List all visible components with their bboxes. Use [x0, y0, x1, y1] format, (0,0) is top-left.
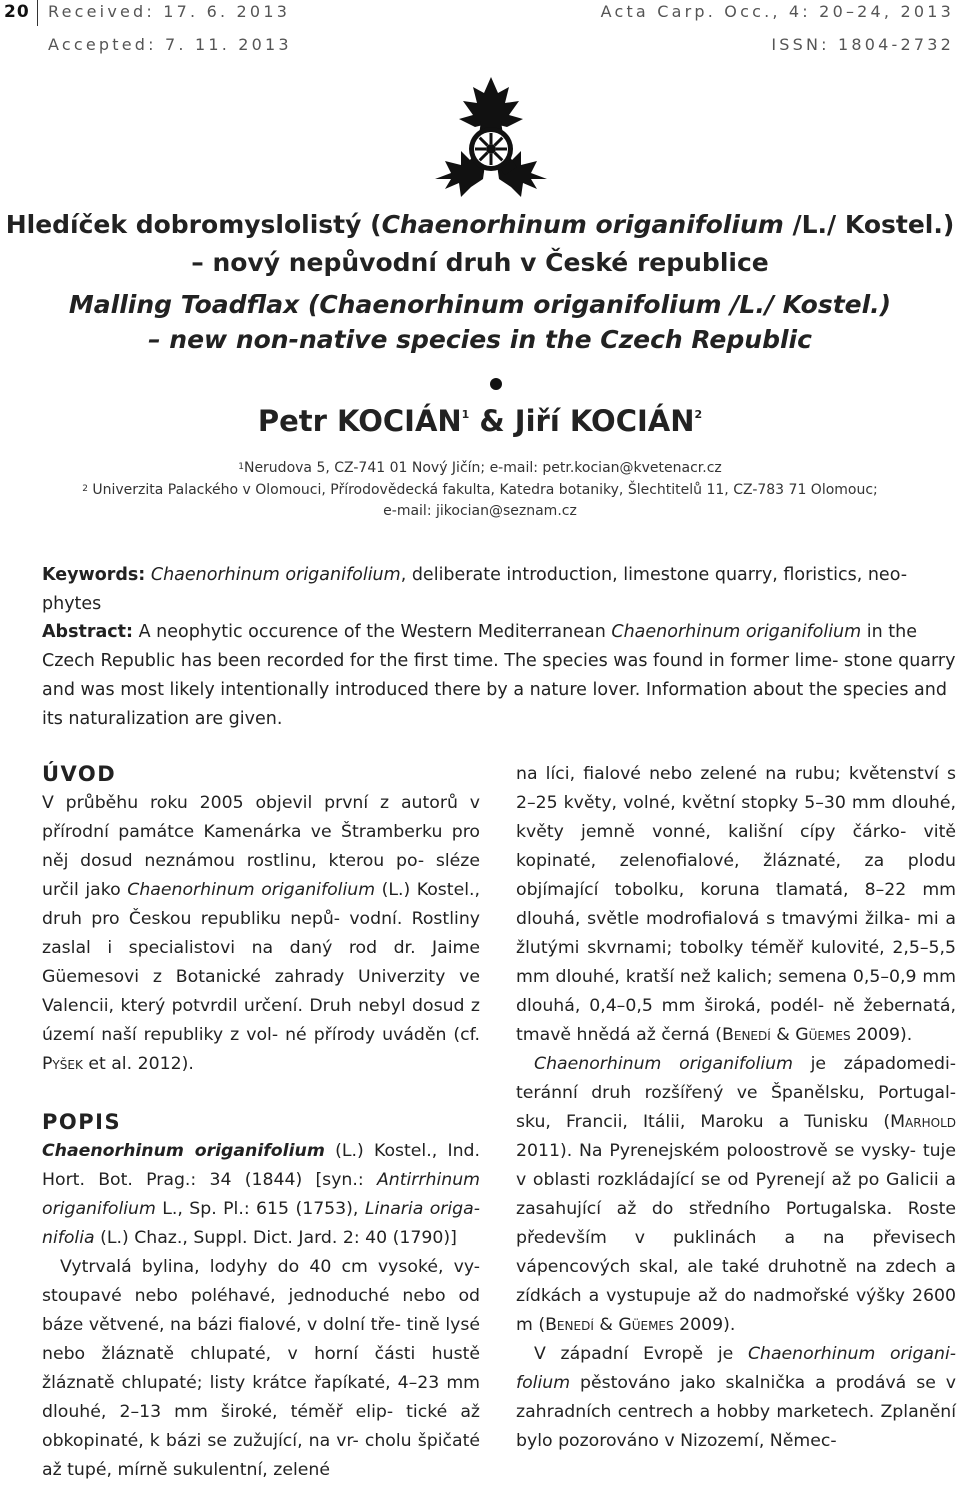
- header-divider: [37, 0, 38, 26]
- popis-synonym-1: Antirrhinum origanifolium: [42, 1170, 480, 1219]
- right-species-3: Chaenorhinum origani- folium: [516, 1344, 957, 1393]
- keywords-text: , deliberate introduction, limestone quarry, floristics, neo- phytes: [42, 565, 908, 614]
- popis-text-3: (L.) Chaz., Suppl. Dict. Jard. 2: 40 (1790)]: [94, 1228, 457, 1248]
- uvod-text-2: (L.) Kostel., druh pro Českou republiku nepů- vodní. Rostliny zaslal i specialistovi na daný rod dr. Jaime Güemesovi z Botanické zahrady Univerzity ve Valencii, který potvrdil určení. Druh nebyl dosud z území naší republiky z vol- né přírody uváděn (cf.: [42, 880, 480, 1045]
- affiliation-2-email: e-mail: jikocian@seznam.cz: [383, 503, 577, 519]
- right-text-2-end: 2009).: [673, 1315, 736, 1335]
- right-text-1: na líci, fialové nebo zelené na rubu; květenství s 2–25 květy, volné, květní stopky 5–30 mm dlouhé, květy jemně vonné, kališní cípy čárko- vitě kopinaté, zelenofialové, žláznaté, za plodu objímající tobolku, koruna tlamatá, 8–22 mm dlouhá, světle modrofialová s tmavými žilka- mi a žlutými skvrnami; tobolky téměř kulovité, 2,5–5,5 mm dlouhé, kratší než kalich; semena 0,5–0,9 mm dlouhá, 0,4–0,5 mm široká, podél- ně žebernatá, tmavě hnědá až černá (: [516, 764, 956, 1045]
- right-text-1-end: 2009).: [850, 1025, 913, 1045]
- uvod-species: Chaenorhinum origanifolium: [127, 880, 376, 900]
- right-paragraph-2: [516, 1050, 956, 1340]
- right-text-3b: pěstováno jako skalnička a prodává se v zahradních centrech a hobby marketech. Zplanění bylo pozorováno v Nizozemí, Němec-: [516, 1373, 956, 1451]
- affiliation-2-marker: 2: [82, 484, 88, 494]
- running-header-top: [0, 2, 960, 24]
- popis-description: Vytrvalá bylina, lodyhy do 40 cm vysoké, vy- stoupavé nebo poléhavé, jednoduché nebo od báze větvené, na bázi fialové, v dolní tře- tině lysé nebo žláznatě chlupaté, v horní části hustě žláznatě chlupaté; listy krátce řapíkaté, 4–23 mm dlouhé, 2–13 mm široké, téměř elip- tické až obkopinaté, k bázi se zužující, na vr- cholu špičaté až tupé, mírně sukulentní, zelené: [42, 1257, 480, 1480]
- title-cz-text-a: Hledíček dobromyslolistý (: [5, 210, 382, 239]
- popis-text-1: (L.) Kostel., Ind. Hort. Bot. Prag.: 34 (1844) [syn.:: [42, 1141, 481, 1190]
- abstract-label: Abstract:: [42, 622, 134, 642]
- uvod-paragraph: [42, 789, 480, 1079]
- right-text-3a: V západní Evropě je: [534, 1344, 748, 1364]
- right-citation-1: Benedí & Güemes: [722, 1025, 851, 1045]
- abstract: [42, 618, 956, 734]
- thistle-logo-icon: [431, 75, 551, 200]
- keywords-species: Chaenorhinum origanifolium: [150, 565, 401, 585]
- title-cz-text-b: /L./ Kostel.): [783, 210, 955, 239]
- right-citation-2: Marhold: [890, 1112, 956, 1132]
- popis-nomenclature: [42, 1137, 480, 1253]
- section-heading-popis: POPIS: [42, 1110, 122, 1134]
- uvod-text-3: et al. 2012).: [82, 1054, 194, 1074]
- keywords-label: Keywords:: [42, 565, 146, 585]
- running-header-bottom: [0, 35, 960, 57]
- author-2: Jiří KOCIÁN: [514, 404, 695, 438]
- uvod-citation: Pyšek: [42, 1054, 83, 1074]
- received-date: Received: 17. 6. 2013: [48, 2, 291, 21]
- right-paragraph-1: [516, 760, 956, 1050]
- left-column: [42, 760, 480, 1485]
- keywords: [42, 561, 956, 619]
- title-english-line2: – new non-native species in the Czech Republic: [148, 325, 812, 354]
- author-1-superscript: 1: [461, 408, 470, 421]
- page-number: 20: [4, 2, 30, 22]
- abstract-species: Chaenorhinum origanifolium: [611, 622, 862, 642]
- author-2-superscript: 2: [694, 408, 703, 421]
- authors: [0, 404, 960, 438]
- title-cz-species: Chaenorhinum origanifolium: [381, 210, 784, 239]
- bullet-separator: [490, 378, 502, 390]
- journal-citation: Acta Carp. Occ., 4: 20–24, 2013: [600, 2, 954, 21]
- section-heading-uvod: ÚVOD: [42, 762, 117, 786]
- section-gap: [42, 1079, 480, 1108]
- author-joiner: &: [469, 404, 515, 438]
- popis-synonym-2: Linaria origa- nifolia: [42, 1199, 480, 1248]
- right-paragraph-3: [516, 1340, 956, 1456]
- right-text-2: je západomedi- teránní druh rozšířený ve Španělsku, Portugal- sku, Francii, Itálii, Maroku a Tunisku (: [516, 1054, 957, 1132]
- affiliation-2: [0, 482, 960, 498]
- right-citation-3: Benedí & Güemes: [545, 1315, 674, 1335]
- right-text-2b: 2011). Na Pyrenejském poloostrově se vysky- tuje v oblasti rozkládající se od Pyrenejí až po Galicii a zasahující až do středního Portugalska. Roste především v puklinách a na převisech vápencových skal, ale také druhotně na zdech a zídkách a vystupuje až do nadmořské výšky 2600 m (: [516, 1141, 956, 1335]
- uvod-text-1: V průběhu roku 2005 objevil první z autorů v přírodní památce Kamenárka ve Štramberku pro něj dosud neznámou rostlinu, kterou po- sléze určil jako: [42, 793, 480, 900]
- abstract-text-1: A neophytic occurence of the Western Mediterranean: [133, 622, 612, 642]
- author-1: Petr KOCIÁN: [257, 404, 462, 438]
- right-column: [516, 760, 956, 1456]
- affiliation-2-text: Univerzita Palackého v Olomouci, Přírodovědecká fakulta, Katedra botaniky, Šlechtitelů 11, CZ-783 71 Olomouc;: [87, 482, 878, 498]
- title-english-line1: Malling Toadflax (Chaenorhinum origanifolium /L./ Kostel.): [68, 290, 892, 319]
- title-czech-line1: [0, 210, 960, 239]
- abstract-text-2: in the Czech Republic has been recorded for the first time. The species was found in former lime- stone quarry and was most likely intentionally introduced there by a nature lover. Information about the species and its naturalization are given.: [42, 622, 956, 729]
- affiliation-1-marker: 1: [238, 462, 244, 472]
- popis-text-2: L., Sp. Pl.: 615 (1753),: [155, 1199, 365, 1219]
- title-czech-line2: – nový nepůvodní druh v České republice: [191, 248, 769, 277]
- accepted-date: Accepted: 7. 11. 2013: [48, 35, 292, 54]
- issn: ISSN: 1804-2732: [771, 35, 954, 54]
- affiliation-1: [0, 460, 960, 476]
- right-species-2: Chaenorhinum origanifolium: [534, 1054, 793, 1074]
- popis-species: Chaenorhinum origanifolium: [42, 1141, 325, 1161]
- affiliation-1-text: Nerudova 5, CZ-741 01 Nový Jičín; e-mail: petr.kocian@kvetenacr.cz: [243, 460, 722, 476]
